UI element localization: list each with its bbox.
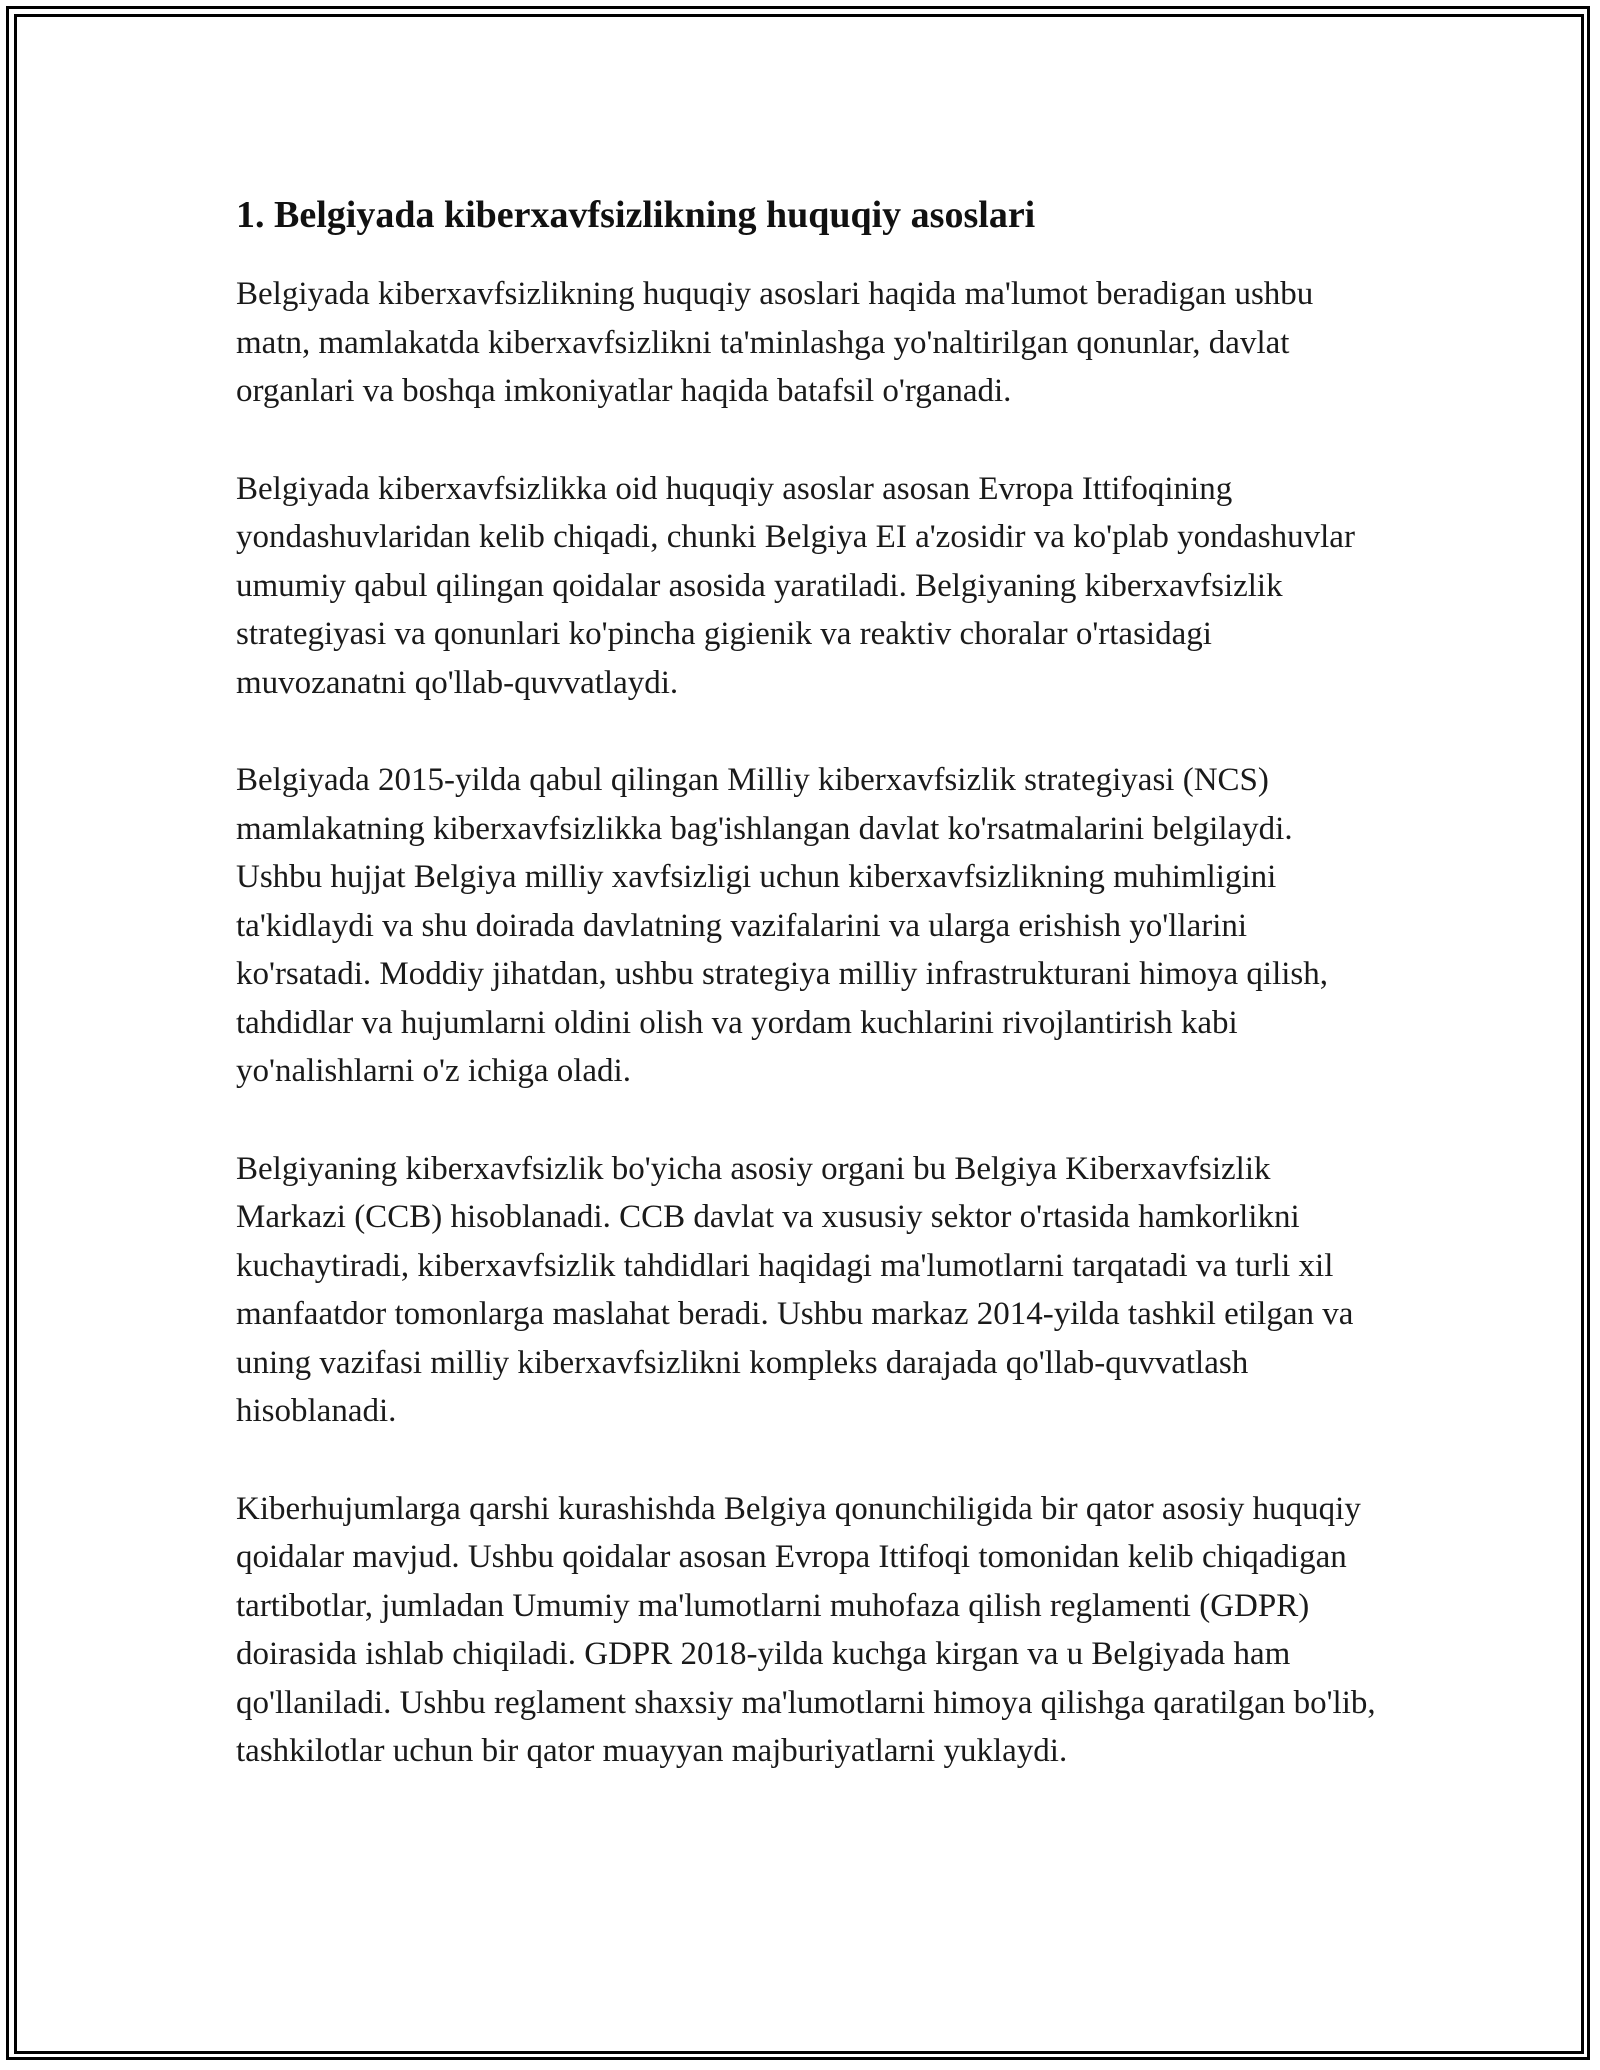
paragraph-gdpr: Kiberhujumlarga qarshi kurashishda Belgiya qonunchiligida bir qator asosiy huquqiy qoidalar mavjud. Ushbu qoidalar asosan Evropa Ittifoqi tomonidan kelib chiqadigan tartibotlar, jumladan Umumiy ma'lumotlarni muhofaza qilish reglamenti (GDPR) doirasida ishlab chiqiladi. GDPR 2018-yilda kuchga kirgan va u Belgiyada ham qo'llaniladi. Ushbu reglament shaxsiy ma'lumotlarni himoya qilishga qaratilgan bo'lib, tashkilotlar uchun bir qator muayyan majburiyatlarni yuklaydi. bbox=[236, 1490, 1376, 1769]
paragraph-intro: Belgiyada kiberxavfsizlikning huquqiy asoslari haqida ma'lumot beradigan ushbu matn, mamlakatda kiberxavfsizlikni ta'minlashga yo'naltirilgan qonunlar, davlat organlari va boshqa imkoniyatlar haqida batafsil o'rganadi. bbox=[236, 276, 1314, 409]
section-heading: 1. Belgiyada kiberxavfsizlikning huquqiy asoslari bbox=[236, 194, 1036, 236]
document-body bbox=[236, 190, 1376, 1825]
paragraph-ccb: Belgiyaning kiberxavfsizlik bo'yicha asosiy organi bu Belgiya Kiberxavfsizlik Markazi (CCB) hisoblanadi. CCB davlat va xususiy sektor o'rtasida hamkorlikni kuchaytiradi, kiberxavfsizlik tahdidlari haqidagi ma'lumotlarni tarqatadi va turli xil manfaatdor tomonlarga maslahat beradi. Ushbu markaz 2014-yilda tashkil etilgan va uning vazifasi milliy kiberxavfsizlikni kompleks darajada qo'llab-quvvatlash hisoblanadi. bbox=[236, 1150, 1354, 1429]
paragraph-national-strategy: Belgiyada 2015-yilda qabul qilingan Milliy kiberxavfsizlik strategiyasi (NCS) mamlakatning kiberxavfsizlikka bag'ishlangan davlat ko'rsatmalarini belgilaydi. Ushbu hujjat Belgiya milliy xavfsizligi uchun kiberxavfsizlikning muhimligini ta'kidlaydi va shu doirada davlatning vazifalarini va ularga erishish yo'llarini ko'rsatadi. Moddiy jihatdan, ushbu strategiya milliy infrastrukturani himoya qilish, tahdidlar va hujumlarni oldini olish va yordam kuchlarini rivojlantirish kabi yo'nalishlarni o'z ichiga oladi. bbox=[236, 762, 1329, 1089]
paragraph-eu-approach: Belgiyada kiberxavfsizlikka oid huquqiy asoslar asosan Evropa Ittifoqining yondashuvlaridan kelib chiqadi, chunki Belgiya EI a'zosidir va ko'plab yondashuvlar umumiy qabul qilingan qoidalar asosida yaratiladi. Belgiyaning kiberxavfsizlik strategiyasi va qonunlari ko'pincha gigienik va reaktiv choralar o'rtasidagi muvozanatni qo'llab-quvvatlaydi. bbox=[236, 470, 1355, 701]
